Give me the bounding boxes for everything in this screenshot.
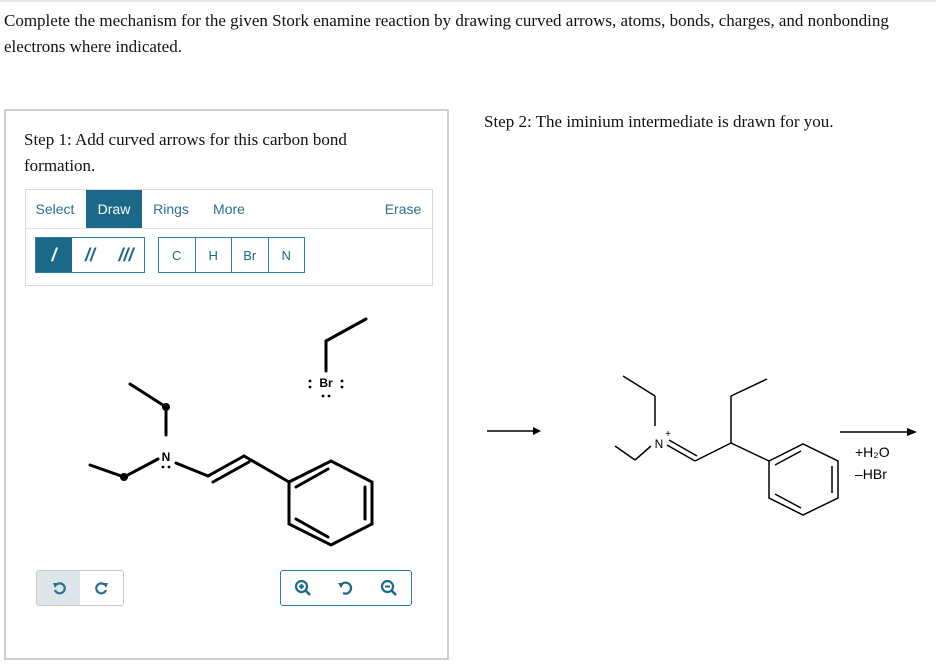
step1-instruction: Step 1: Add curved arrows for this carbon bond formation. [24, 130, 347, 175]
tab-select[interactable]: Select [35, 201, 75, 217]
vinyl-ring-bond[interactable] [244, 456, 289, 482]
br-label[interactable]: Br [319, 376, 333, 390]
reagent-water: +H₂O [855, 444, 890, 460]
tab-draw[interactable]: Draw [86, 190, 142, 228]
iminium-charge: + [665, 429, 671, 440]
step2-text: Step 2: The iminium intermediate is drawn for you. [484, 112, 834, 131]
drawing-canvas[interactable] [6, 301, 447, 571]
alkyl-bond-1[interactable] [326, 319, 366, 341]
ethyl-bond-lower-1[interactable] [90, 465, 124, 477]
reagent-hbr: –HBr [855, 466, 887, 482]
undo-button[interactable] [37, 571, 80, 605]
drawing-toolbar [25, 189, 433, 286]
zoom-out-icon [380, 579, 398, 597]
ring-double-a [775, 451, 801, 465]
chain-bond-1 [695, 443, 731, 461]
single-bond-button[interactable]: / [36, 238, 72, 272]
undo-icon [52, 581, 66, 595]
chain-bond-3 [731, 379, 767, 396]
atom-br-button[interactable]: Br [232, 238, 269, 272]
atom-tools [158, 237, 305, 273]
iminium-ethyl-upper-1 [623, 376, 655, 396]
n-vinyl-bond[interactable] [176, 463, 208, 476]
chain-ring-bond [731, 443, 769, 461]
ring-double-c [775, 494, 801, 508]
enamine-n-label[interactable]: N [161, 450, 171, 464]
drawing-panel [4, 109, 449, 660]
top-divider [0, 0, 936, 2]
zoom-controls [280, 570, 412, 606]
ethyl-bond-lower-2[interactable] [124, 459, 158, 477]
vinyl-double-bond-a[interactable] [208, 456, 244, 476]
question-text: Complete the mechanism for the given Stork enamine reaction by drawing curved arrows, atoms, bonds, charges, and nonbonding electrons where indicated. [4, 11, 889, 56]
bond-tools [35, 237, 145, 273]
toolbar-tabs [26, 190, 432, 229]
zoom-in-icon [294, 579, 312, 597]
erase-button[interactable]: Erase [384, 201, 422, 217]
reset-zoom-button[interactable] [324, 571, 367, 605]
redo-icon [95, 581, 109, 595]
tab-more[interactable]: More [213, 201, 245, 217]
history-controls [36, 570, 124, 606]
arrowhead-2 [907, 428, 917, 436]
iminium-ethyl-lower-2 [635, 446, 651, 460]
tab-rings[interactable]: Rings [153, 201, 189, 217]
reset-zoom-icon [337, 579, 355, 597]
arrowhead-1 [533, 427, 541, 435]
atom-h-button[interactable]: H [196, 238, 233, 272]
double-bond-button[interactable]: // [84, 244, 95, 265]
benzene-ring[interactable] [289, 461, 372, 545]
iminium-n-label: N [654, 437, 664, 451]
redo-button[interactable] [80, 571, 123, 605]
iminium-scheme [455, 330, 936, 530]
atom-n-button[interactable]: N [281, 247, 291, 263]
triple-bond-button[interactable]: /// [118, 244, 134, 265]
atom-c-button[interactable]: C [159, 238, 196, 272]
zoom-in-button[interactable] [281, 571, 324, 605]
zoom-out-button[interactable] [368, 571, 411, 605]
iminium-ethyl-lower-1 [615, 446, 635, 460]
vinyl-double-bond-b[interactable] [213, 462, 249, 482]
iminium-benzene-ring [769, 444, 838, 515]
ethyl-bond-upper-1[interactable] [130, 384, 166, 407]
